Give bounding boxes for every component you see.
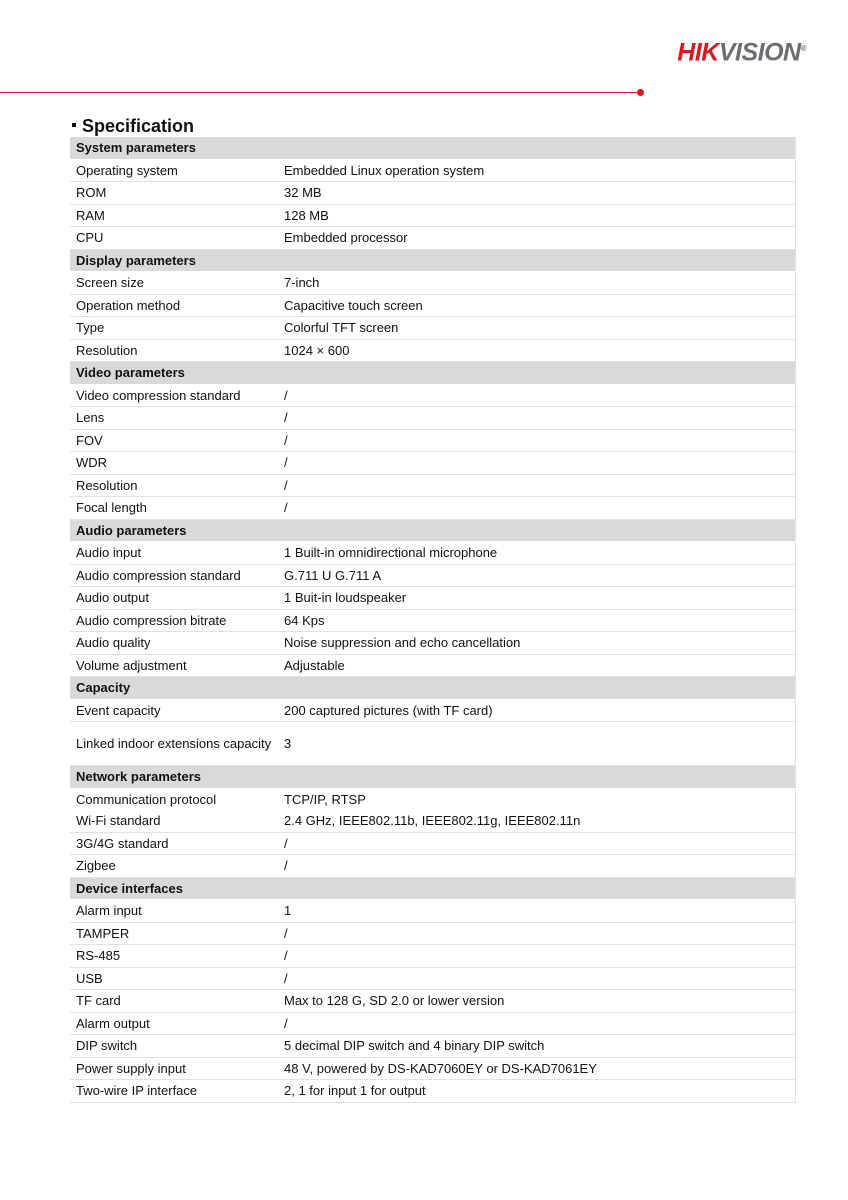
spec-value: Capacitive touch screen xyxy=(278,294,796,317)
table-row xyxy=(70,967,796,990)
spec-value: / xyxy=(278,967,796,990)
table-row xyxy=(70,227,796,250)
section-heading xyxy=(72,114,194,138)
spec-label: Event capacity xyxy=(70,699,278,722)
spec-value: 2.4 GHz, IEEE802.11b, IEEE802.11g, IEEE802.11n xyxy=(278,810,796,832)
spec-label: Communication protocol xyxy=(76,791,217,807)
spec-label: 3G/4G standard xyxy=(70,832,278,855)
section-header: Display parameters xyxy=(70,249,796,272)
spec-value: / xyxy=(278,945,796,968)
header-rule xyxy=(0,92,638,93)
specification-table-body xyxy=(70,137,796,1102)
spec-value: / xyxy=(278,474,796,497)
table-row xyxy=(70,990,796,1013)
spec-label: Operating system xyxy=(70,159,278,182)
section-header: System parameters xyxy=(70,137,796,159)
spec-value: 1 Buit-in loudspeaker xyxy=(278,587,796,610)
section-header: Device interfaces xyxy=(70,877,796,900)
spec-value: 200 captured pictures (with TF card) xyxy=(278,699,796,722)
table-row xyxy=(70,654,796,677)
spec-value: 1 xyxy=(278,900,796,923)
spec-label: Alarm input xyxy=(70,900,278,923)
spec-value: / xyxy=(278,922,796,945)
section-header-row xyxy=(70,362,796,385)
spec-label: USB xyxy=(70,967,278,990)
spec-label: Resolution xyxy=(70,474,278,497)
spec-value: / xyxy=(278,452,796,475)
spec-value: / xyxy=(278,855,796,878)
heading-bullet-icon xyxy=(72,123,76,127)
table-row xyxy=(70,182,796,205)
spec-value: 2, 1 for input 1 for output xyxy=(278,1080,796,1103)
table-row xyxy=(70,900,796,923)
table-row xyxy=(70,922,796,945)
table-row xyxy=(70,609,796,632)
spec-label: Operation method xyxy=(70,294,278,317)
spec-label: Audio quality xyxy=(70,632,278,655)
table-row xyxy=(70,429,796,452)
table-row xyxy=(70,339,796,362)
table-row xyxy=(70,407,796,430)
section-header: Audio parameters xyxy=(70,519,796,542)
section-header-row xyxy=(70,877,796,900)
spec-value: / xyxy=(278,1012,796,1035)
spec-label: Type xyxy=(70,317,278,340)
table-row xyxy=(70,788,796,810)
table-row xyxy=(70,699,796,722)
spec-value: / xyxy=(278,832,796,855)
section-header-row xyxy=(70,137,796,159)
spec-label: TF card xyxy=(70,990,278,1013)
spec-label: Audio input xyxy=(70,542,278,565)
table-row xyxy=(70,294,796,317)
table-row xyxy=(70,384,796,407)
spec-label: Two-wire IP interface xyxy=(70,1080,278,1103)
table-row xyxy=(70,564,796,587)
spec-value: / xyxy=(278,497,796,520)
table-row xyxy=(70,204,796,227)
table-row xyxy=(70,587,796,610)
spec-label: RS-485 xyxy=(70,945,278,968)
section-header-row xyxy=(70,677,796,700)
table-row xyxy=(70,452,796,475)
spec-value: 64 Kps xyxy=(278,609,796,632)
table-row xyxy=(70,1012,796,1035)
section-header-row xyxy=(70,766,796,789)
spec-label: Video compression standard xyxy=(70,384,278,407)
spec-value: TCP/IP, RTSP xyxy=(278,788,796,810)
spec-value: / xyxy=(278,384,796,407)
table-row xyxy=(70,159,796,182)
spec-value: / xyxy=(278,407,796,430)
logo-text-hik: HIK xyxy=(677,38,719,67)
spec-label: RAM xyxy=(70,204,278,227)
spec-value: 5 decimal DIP switch and 4 binary DIP switch xyxy=(278,1035,796,1058)
logo-text-vision: VISION xyxy=(718,38,801,67)
spec-value: 7-inch xyxy=(278,272,796,295)
hikvision-logo xyxy=(677,34,806,67)
section-header-row xyxy=(70,519,796,542)
table-row xyxy=(70,632,796,655)
spec-value: 3 xyxy=(278,722,796,766)
spec-label: Alarm output xyxy=(70,1012,278,1035)
registered-mark: ® xyxy=(800,44,806,53)
table-row xyxy=(70,497,796,520)
spec-label: Lens xyxy=(70,407,278,430)
spec-value: 1024 × 600 xyxy=(278,339,796,362)
spec-label: Screen size xyxy=(70,272,278,295)
spec-value: Colorful TFT screen xyxy=(278,317,796,340)
table-row xyxy=(70,542,796,565)
spec-label: Resolution xyxy=(70,339,278,362)
spec-value: Noise suppression and echo cancellation xyxy=(278,632,796,655)
spec-label: Wi-Fi standard xyxy=(70,810,278,832)
spec-label: DIP switch xyxy=(70,1035,278,1058)
specification-table xyxy=(70,137,796,1103)
spec-label: Zigbee xyxy=(70,855,278,878)
spec-label: Audio compression standard xyxy=(70,564,278,587)
table-row xyxy=(70,855,796,878)
spec-value: / xyxy=(278,429,796,452)
spec-value: G.711 U G.711 A xyxy=(278,564,796,587)
spec-label: Volume adjustment xyxy=(70,654,278,677)
table-row xyxy=(70,1080,796,1103)
header-rule-dot xyxy=(637,89,644,96)
table-row xyxy=(70,317,796,340)
spec-value: Max to 128 G, SD 2.0 or lower version xyxy=(278,990,796,1013)
table-row xyxy=(70,1035,796,1058)
table-row xyxy=(70,722,796,766)
table-row xyxy=(70,474,796,497)
spec-value: 1 Built-in omnidirectional microphone xyxy=(278,542,796,565)
spec-value: Embedded Linux operation system xyxy=(278,159,796,182)
spec-label: WDR xyxy=(70,452,278,475)
spec-label: Focal length xyxy=(70,497,278,520)
spec-label: Audio output xyxy=(70,587,278,610)
table-row xyxy=(70,1057,796,1080)
spec-value: 32 MB xyxy=(278,182,796,205)
section-title: Specification xyxy=(82,116,195,136)
section-header: Video parameters xyxy=(70,362,796,385)
spec-label: Power supply input xyxy=(70,1057,278,1080)
section-header: Network parameters xyxy=(70,766,796,789)
spec-label: CPU xyxy=(70,227,278,250)
table-row xyxy=(70,272,796,295)
table-row xyxy=(70,810,796,832)
section-header: Capacity xyxy=(70,677,796,700)
spec-value: 48 V, powered by DS-KAD7060EY or DS-KAD7061EY xyxy=(278,1057,796,1080)
spec-value: Embedded processor xyxy=(278,227,796,250)
spec-value: 128 MB xyxy=(278,204,796,227)
table-row xyxy=(70,832,796,855)
table-row xyxy=(70,945,796,968)
spec-label: FOV xyxy=(70,429,278,452)
spec-label: Linked indoor extensions capacity xyxy=(70,722,278,766)
spec-label: TAMPER xyxy=(70,922,278,945)
spec-label: Audio compression bitrate xyxy=(70,609,278,632)
spec-value: Adjustable xyxy=(278,654,796,677)
spec-label: ROM xyxy=(70,182,278,205)
section-header-row xyxy=(70,249,796,272)
